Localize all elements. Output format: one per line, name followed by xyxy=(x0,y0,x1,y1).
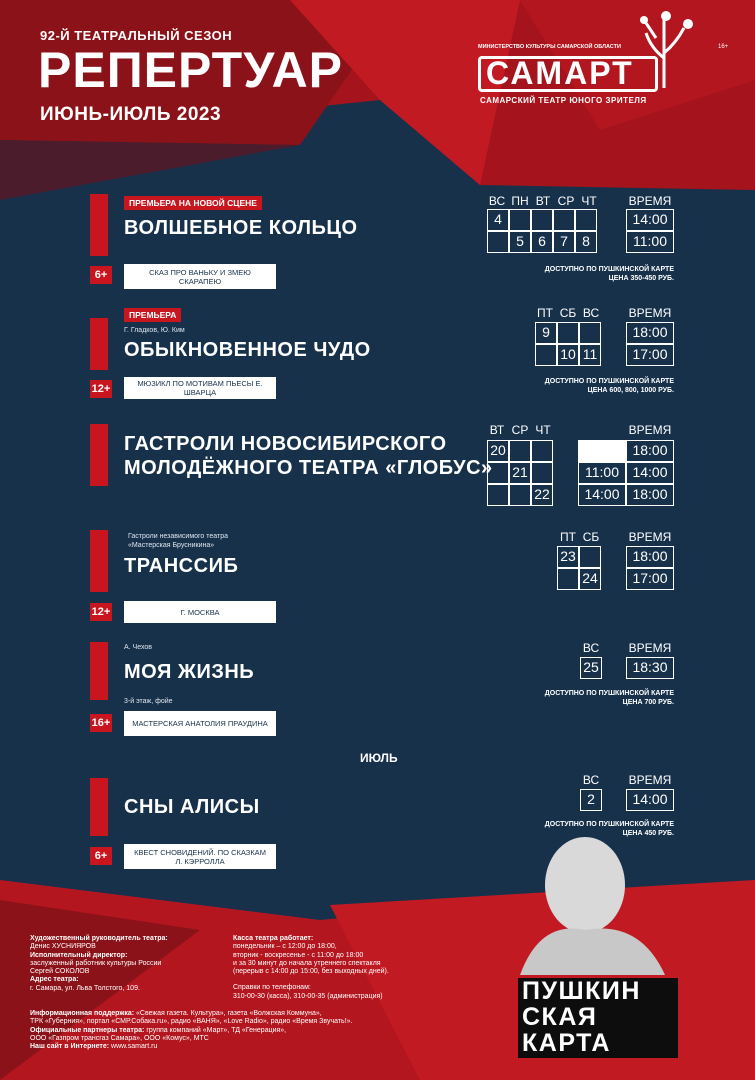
tour-note: «Мастерская Брусникина» xyxy=(128,542,215,549)
day-header: ВС xyxy=(582,306,600,320)
time-header: ВРЕМЯ xyxy=(628,641,672,655)
play-genre: СКАЗ ПРО ВАНЬКУ И ЗМЕЮ СКАРАПЕЮ xyxy=(124,264,276,289)
date-cell xyxy=(509,484,531,506)
date-cell xyxy=(531,462,553,484)
age-badge: 12+ xyxy=(90,603,112,621)
time-header: ВРЕМЯ xyxy=(628,773,672,787)
age-badge: 16+ xyxy=(90,714,112,732)
date-cell xyxy=(509,209,531,231)
date-cell: 2 xyxy=(580,789,602,811)
pushkin-card-title xyxy=(522,978,641,1056)
age-badge: 6+ xyxy=(90,847,112,865)
footer-text: 310-00-30 (касса), 310-00-35 (администрация) xyxy=(233,992,383,1000)
footer-label: Касса театра работает: xyxy=(233,935,314,942)
date-cell: 24 xyxy=(579,568,601,590)
date-cell: 8 xyxy=(575,231,597,253)
day-header: ВТ xyxy=(489,423,505,437)
month-label: ИЮЛЬ xyxy=(360,751,398,765)
footer-text: (перерыв с 14:00 до 15:00, без выходных дней). xyxy=(233,968,389,976)
day-header: ПН xyxy=(511,194,529,208)
day-header: СБ xyxy=(559,306,577,320)
time-cell: 17:00 xyxy=(626,568,674,590)
time-cell: 18:00 xyxy=(626,440,674,462)
date-cell xyxy=(535,344,557,366)
date-cell xyxy=(509,440,531,462)
play-location: 3-й этаж, фойе xyxy=(124,698,173,705)
accent-bar xyxy=(90,318,108,370)
date-cell xyxy=(531,440,553,462)
date-cell xyxy=(487,484,509,506)
time-cell: 18:30 xyxy=(626,657,674,679)
play-workshop: МАСТЕРСКАЯ АНАТОЛИЯ ПРАУДИНА xyxy=(124,711,276,736)
time-header: ВРЕМЯ xyxy=(628,194,672,208)
pushkin-availability: ДОСТУПНО ПО ПУШКИНСКОЙ КАРТЕ xyxy=(544,266,674,273)
price-label: ЦЕНА 600, 800, 1000 РУБ. xyxy=(587,387,674,394)
date-cell: 4 xyxy=(487,209,509,231)
play-title-line2: МОЛОДЁЖНОГО ТЕАТРА «ГЛОБУС» xyxy=(124,457,493,479)
footer-text: заслуженный работник культуры России xyxy=(30,959,162,967)
price-label: ЦЕНА 700 РУБ. xyxy=(622,699,674,706)
footer-text: Денис ХУСНИЯРОВ xyxy=(30,943,96,951)
play-genre: КВЕСТ СНОВИДЕНИЙ. ПО СКАЗКАМ Л. КЭРРОЛЛА xyxy=(124,844,276,869)
play-title: ВОЛШЕБНОЕ КОЛЬЦО xyxy=(124,217,358,239)
play-title: МОЯ ЖИЗНЬ xyxy=(124,661,255,683)
day-header: ВС xyxy=(582,773,600,787)
website-link[interactable]: www.samart.ru xyxy=(111,1043,158,1051)
price-label: ЦЕНА 450 РУБ. xyxy=(622,830,674,837)
time-header: ВРЕМЯ xyxy=(628,423,672,437)
pushkin-card-line: КАРТА xyxy=(522,1029,611,1057)
accent-bar xyxy=(90,194,108,256)
day-header: СР xyxy=(557,194,575,208)
date-cell xyxy=(553,209,575,231)
footer-box-office xyxy=(233,935,423,1001)
age-badge: 6+ xyxy=(90,266,112,284)
footer-text: Сергей СОКОЛОВ xyxy=(30,968,90,976)
date-cell: 9 xyxy=(535,322,557,344)
footer-label: Исполнительный директор: xyxy=(30,951,128,959)
age-badge: 12+ xyxy=(90,380,112,398)
date-cell: 5 xyxy=(509,231,531,253)
footer-partners xyxy=(30,1010,500,1051)
date-cell xyxy=(531,209,553,231)
accent-bar xyxy=(90,424,108,486)
day-header: ВС xyxy=(582,641,600,655)
footer-label: Художественный руководитель театра: xyxy=(30,935,168,942)
date-cell xyxy=(487,231,509,253)
premiere-tag: ПРЕМЬЕРА НА НОВОЙ СЦЕНЕ xyxy=(124,196,262,210)
day-header: СБ xyxy=(582,530,600,544)
time-cell: 14:00 xyxy=(626,462,674,484)
time-cell: 11:00 xyxy=(578,462,626,484)
footer-text: понедельник – с 12:00 до 18:00, xyxy=(233,943,337,951)
footer-text: вторник - воскресенье - с 11:00 до 18:00 xyxy=(233,951,364,959)
page-title: РЕПЕРТУАР xyxy=(38,42,344,98)
pushkin-card-line: СКАЯ xyxy=(522,1003,598,1031)
date-cell: 11 xyxy=(579,344,601,366)
tour-city: Г. МОСКВА xyxy=(124,601,276,623)
footer-label: Информационная поддержка: xyxy=(30,1010,135,1017)
date-cell: 25 xyxy=(580,657,602,679)
accent-bar xyxy=(90,530,108,592)
accent-bar xyxy=(90,778,108,836)
day-header: ПТ xyxy=(560,530,576,544)
time-cell: 14:00 xyxy=(626,789,674,811)
day-header: ПТ xyxy=(537,306,553,320)
pushkin-card-line: ПУШКИН xyxy=(522,977,641,1005)
play-title: ОБЫКНОВЕННОЕ ЧУДО xyxy=(124,339,371,361)
time-cell-empty xyxy=(578,440,626,462)
footer-text: г. Самара, ул. Льва Толстого, 109. xyxy=(30,984,140,992)
day-header: СР xyxy=(511,423,529,437)
footer-text: и за 30 минут до начала утреннего спектакля xyxy=(233,959,381,967)
date-cell xyxy=(557,568,579,590)
footer-text: Справки по телефонам: xyxy=(233,984,311,992)
age-mark: 16+ xyxy=(718,44,729,50)
tree-icon xyxy=(636,8,696,88)
time-cell: 18:00 xyxy=(626,322,674,344)
date-cell xyxy=(557,322,579,344)
premiere-tag: ПРЕМЬЕРА xyxy=(124,308,181,322)
time-cell: 18:00 xyxy=(626,484,674,506)
day-header: ЧТ xyxy=(581,194,597,208)
theatre-logo: САМАРТ xyxy=(486,55,634,91)
play-genre: МЮЗИКЛ ПО МОТИВАМ ПЬЕСЫ Е. ШВАРЦА xyxy=(124,377,276,399)
day-header: ЧТ xyxy=(535,423,551,437)
date-cell: 6 xyxy=(531,231,553,253)
date-range: ИЮНЬ-ИЮЛЬ 2023 xyxy=(40,104,222,125)
day-header: ВТ xyxy=(535,194,551,208)
time-header: ВРЕМЯ xyxy=(628,530,672,544)
footer-label: Наш сайт в Интернете: xyxy=(30,1043,110,1051)
play-author: А. Чехов xyxy=(124,644,152,651)
date-cell: 10 xyxy=(557,344,579,366)
date-cell: 20 xyxy=(487,440,509,462)
play-title-line1: ГАСТРОЛИ НОВОСИБИРСКОГО xyxy=(124,433,447,455)
date-cell xyxy=(575,209,597,231)
footer-text: «Свежая газета. Культура», газета «Волжская Коммуна», xyxy=(136,1010,322,1017)
time-cell: 14:00 xyxy=(578,484,626,506)
play-authors: Г. Гладков, Ю. Ким xyxy=(124,327,185,334)
tour-note: Гастроли независимого театра xyxy=(128,533,229,540)
pushkin-availability: ДОСТУПНО ПО ПУШКИНСКОЙ КАРТЕ xyxy=(544,378,674,385)
date-cell: 22 xyxy=(531,484,553,506)
date-cell: 23 xyxy=(557,546,579,568)
pushkin-availability: ДОСТУПНО ПО ПУШКИНСКОЙ КАРТЕ xyxy=(544,821,674,828)
footer-credits xyxy=(30,935,230,993)
time-cell: 17:00 xyxy=(626,344,674,366)
season-label: 92-Й ТЕАТРАЛЬНЫЙ СЕЗОН xyxy=(40,28,233,43)
footer-text: ТРК «Губерния», портал «СМР.Собака.ru», радио «ВАНЯ», «Love Radio», радио «Время Звучать!». xyxy=(30,1018,353,1026)
theatre-subtitle: САМАРСКИЙ ТЕАТР ЮНОГО ЗРИТЕЛЯ xyxy=(480,96,647,105)
date-cell: 21 xyxy=(509,462,531,484)
day-header: ВС xyxy=(488,194,506,208)
date-cell: 7 xyxy=(553,231,575,253)
time-cell: 14:00 xyxy=(626,209,674,231)
date-cell xyxy=(487,462,509,484)
date-cell xyxy=(579,322,601,344)
pushkin-availability: ДОСТУПНО ПО ПУШКИНСКОЙ КАРТЕ xyxy=(544,690,674,697)
footer-label: Официальные партнеры театра: xyxy=(30,1026,145,1034)
date-cell xyxy=(579,546,601,568)
ministry-label: МИНИСТЕРСТВО КУЛЬТУРЫ САМАРСКОЙ ОБЛАСТИ xyxy=(478,44,621,50)
footer-text: группа компаний «Март», ТД «Генерация», xyxy=(146,1026,287,1034)
time-cell: 18:00 xyxy=(626,546,674,568)
accent-bar xyxy=(90,642,108,700)
footer-label: Адрес театра: xyxy=(30,976,79,984)
time-cell: 11:00 xyxy=(626,231,674,253)
time-header: ВРЕМЯ xyxy=(628,306,672,320)
footer-text: ООО «Газпром трансгаз Самара», ООО «Комус», МТС xyxy=(30,1034,209,1042)
play-title: СНЫ АЛИСЫ xyxy=(124,796,260,818)
play-title: ТРАНССИБ xyxy=(124,555,239,577)
price-label: ЦЕНА 350-450 РУБ. xyxy=(608,275,674,282)
